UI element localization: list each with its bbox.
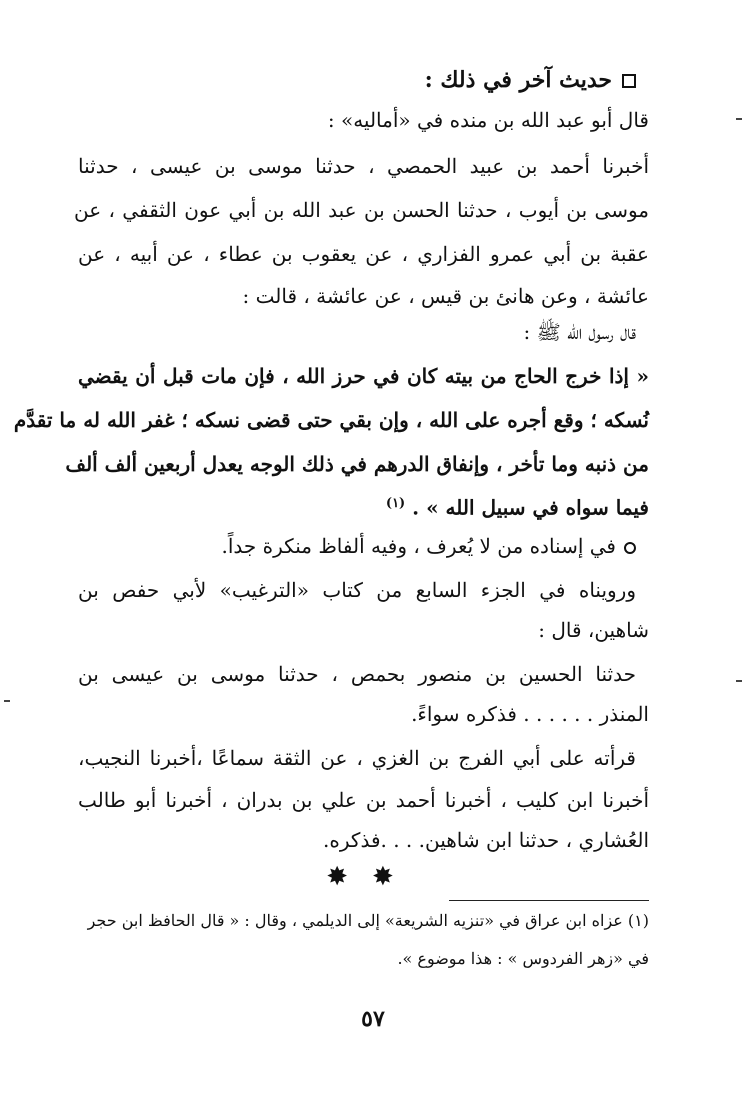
circle-bullet-icon: [624, 542, 636, 554]
hadith-line-last: [78, 484, 649, 524]
text-line: موسى بن أيوب ، حدثنا الحسن بن عبد الله بن أبي عون الثقفي ، عن: [74, 198, 649, 222]
square-bullet-icon: [622, 74, 636, 88]
hadith-text: فيما سواه في سبيل الله » .: [412, 495, 649, 520]
footnote-line: (١) عزاه ابن عراق في «تنزيه الشريعة» إلى الديلمي ، وقال : « قال الحافظ ابن حجر: [87, 911, 649, 930]
text-line: أخبرنا أحمد بن عبيد الحمصي ، حدثنا موسى بن عيسى ، حدثنا: [78, 154, 649, 178]
footnote-line: في «زهر الفردوس » : هذا موضوع ».: [397, 949, 649, 968]
page-number: ٥٧: [361, 1006, 385, 1032]
text-line: عقبة بن أبي عمرو الفزاري ، عن يعقوب بن عطاء ، عن أبيه ، عن: [78, 242, 649, 266]
text-line: قال رسول الله ﷺ :: [523, 320, 636, 344]
text-line: ورويناه في الجزء السابع من كتاب «الترغيب» لأبي حفص بن: [78, 578, 636, 602]
hadith-line: نُسكه ؛ وقع أجره على الله ، وإن بقي حتى قضى نسكه ؛ غفر الله له ما تقدَّم: [13, 408, 649, 432]
section-heading: [425, 60, 636, 100]
margin-mark: [736, 118, 742, 120]
footnote-reference: (١): [385, 496, 406, 511]
star-icon: ✸: [326, 862, 348, 892]
note-line: [78, 526, 636, 566]
heading-text: حديث آخر في ذلك :: [424, 67, 612, 93]
text-line: المنذر . . . . . . فذكره سواءً.: [411, 702, 649, 726]
text-line: عائشة ، وعن هانئ بن قيس ، عن عائشة ، قالت :: [242, 284, 649, 308]
text-line: أخبرنا ابن كليب ، أخبرنا أحمد بن علي بن بدران ، أخبرنا أبو طالب: [78, 788, 649, 812]
text-line: حدثنا الحسين بن منصور بحمص ، حدثنا موسى بن عيسى بن: [78, 662, 636, 686]
footnote-separator: [449, 900, 649, 901]
margin-mark: [736, 680, 742, 682]
star-icon: ✸: [372, 862, 394, 892]
note-text: في إسناده من لا يُعرف ، وفيه ألفاظ منكرة جداً.: [221, 534, 616, 558]
hadith-line: « إذا خرج الحاج من بيته كان في حرز الله ، فإن مات قبل أن يقضي: [78, 364, 649, 388]
text-line: شاهين، قال :: [538, 618, 649, 642]
text-line: العُشاري ، حدثنا ابن شاهين. . . .فذكره.: [323, 828, 649, 852]
section-divider: [300, 862, 420, 892]
hadith-line: من ذنبه وما تأخر ، وإنفاق الدرهم في ذلك الوجه يعدل أربعين ألف ألف: [65, 452, 649, 476]
margin-mark: [4, 700, 10, 702]
text-line: قرأته على أبي الفرج بن الغزي ، عن الثقة سماعًا ،أخبرنا النجيب،: [78, 746, 636, 770]
text-line: قال أبو عبد الله بن منده في «أماليه» :: [327, 108, 649, 132]
